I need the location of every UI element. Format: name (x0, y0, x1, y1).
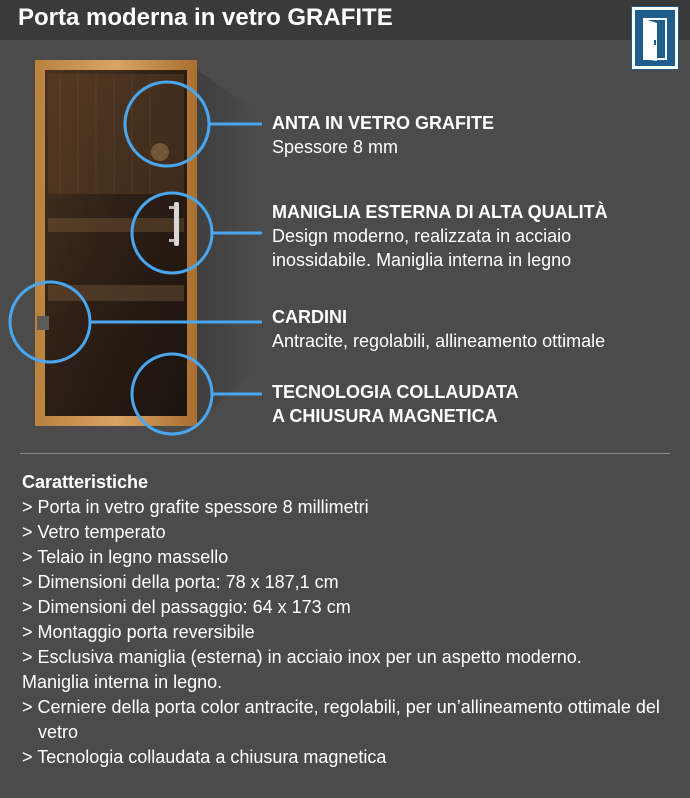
features-title: Caratteristiche (22, 472, 149, 492)
feature-item: > Vetro temperato (22, 522, 166, 542)
feature-item: > Dimensioni della porta: 78 x 187,1 cm (22, 572, 339, 592)
page-title: Porta moderna in vetro GRAFITE (18, 4, 393, 31)
feature-item: > Cerniere della porta color antracite, regolabili, per un’allineamento ottimale del vetro (22, 697, 660, 742)
callout-title: TECNOLOGIA COLLAUDATA (272, 382, 519, 402)
callout-desc: inossidabile. Maniglia interna in legno (272, 250, 572, 270)
feature-item: > Dimensioni del passaggio: 64 x 173 cm (22, 597, 351, 617)
section-divider (20, 453, 670, 454)
callout-title: ANTA IN VETRO GRAFITE (272, 113, 494, 133)
callout-desc: Design moderno, realizzata in acciaio (272, 226, 572, 246)
callout-desc: Antracite, regolabili, allineamento ottimale (272, 331, 606, 351)
callout-title: MANIGLIA ESTERNA DI ALTA QUALITÀ (272, 202, 608, 222)
feature-item: > Esclusiva maniglia (esterna) in acciaio inox per un aspetto moderno. (22, 647, 582, 667)
feature-item: > Telaio in legno massello (22, 547, 229, 567)
callout-title: A CHIUSURA MAGNETICA (272, 406, 498, 426)
feature-item: > Tecnologia collaudata a chiusura magnetica (22, 747, 387, 767)
callout-glass (272, 111, 494, 159)
callout-handle (272, 200, 608, 272)
door-shadow (194, 68, 255, 426)
feature-item: > Montaggio porta reversibile (22, 622, 255, 642)
callout-title: CARDINI (272, 307, 347, 327)
callout-magnetic (272, 380, 519, 428)
header-bar (0, 0, 690, 40)
door-hinge (37, 316, 49, 330)
features-section (22, 470, 672, 770)
callout-hinges (272, 305, 605, 353)
feature-item: Maniglia interna in legno. (22, 672, 223, 692)
callout-desc: Spessore 8 mm (272, 137, 399, 157)
feature-item: > Porta in vetro grafite spessore 8 millimetri (22, 497, 369, 517)
